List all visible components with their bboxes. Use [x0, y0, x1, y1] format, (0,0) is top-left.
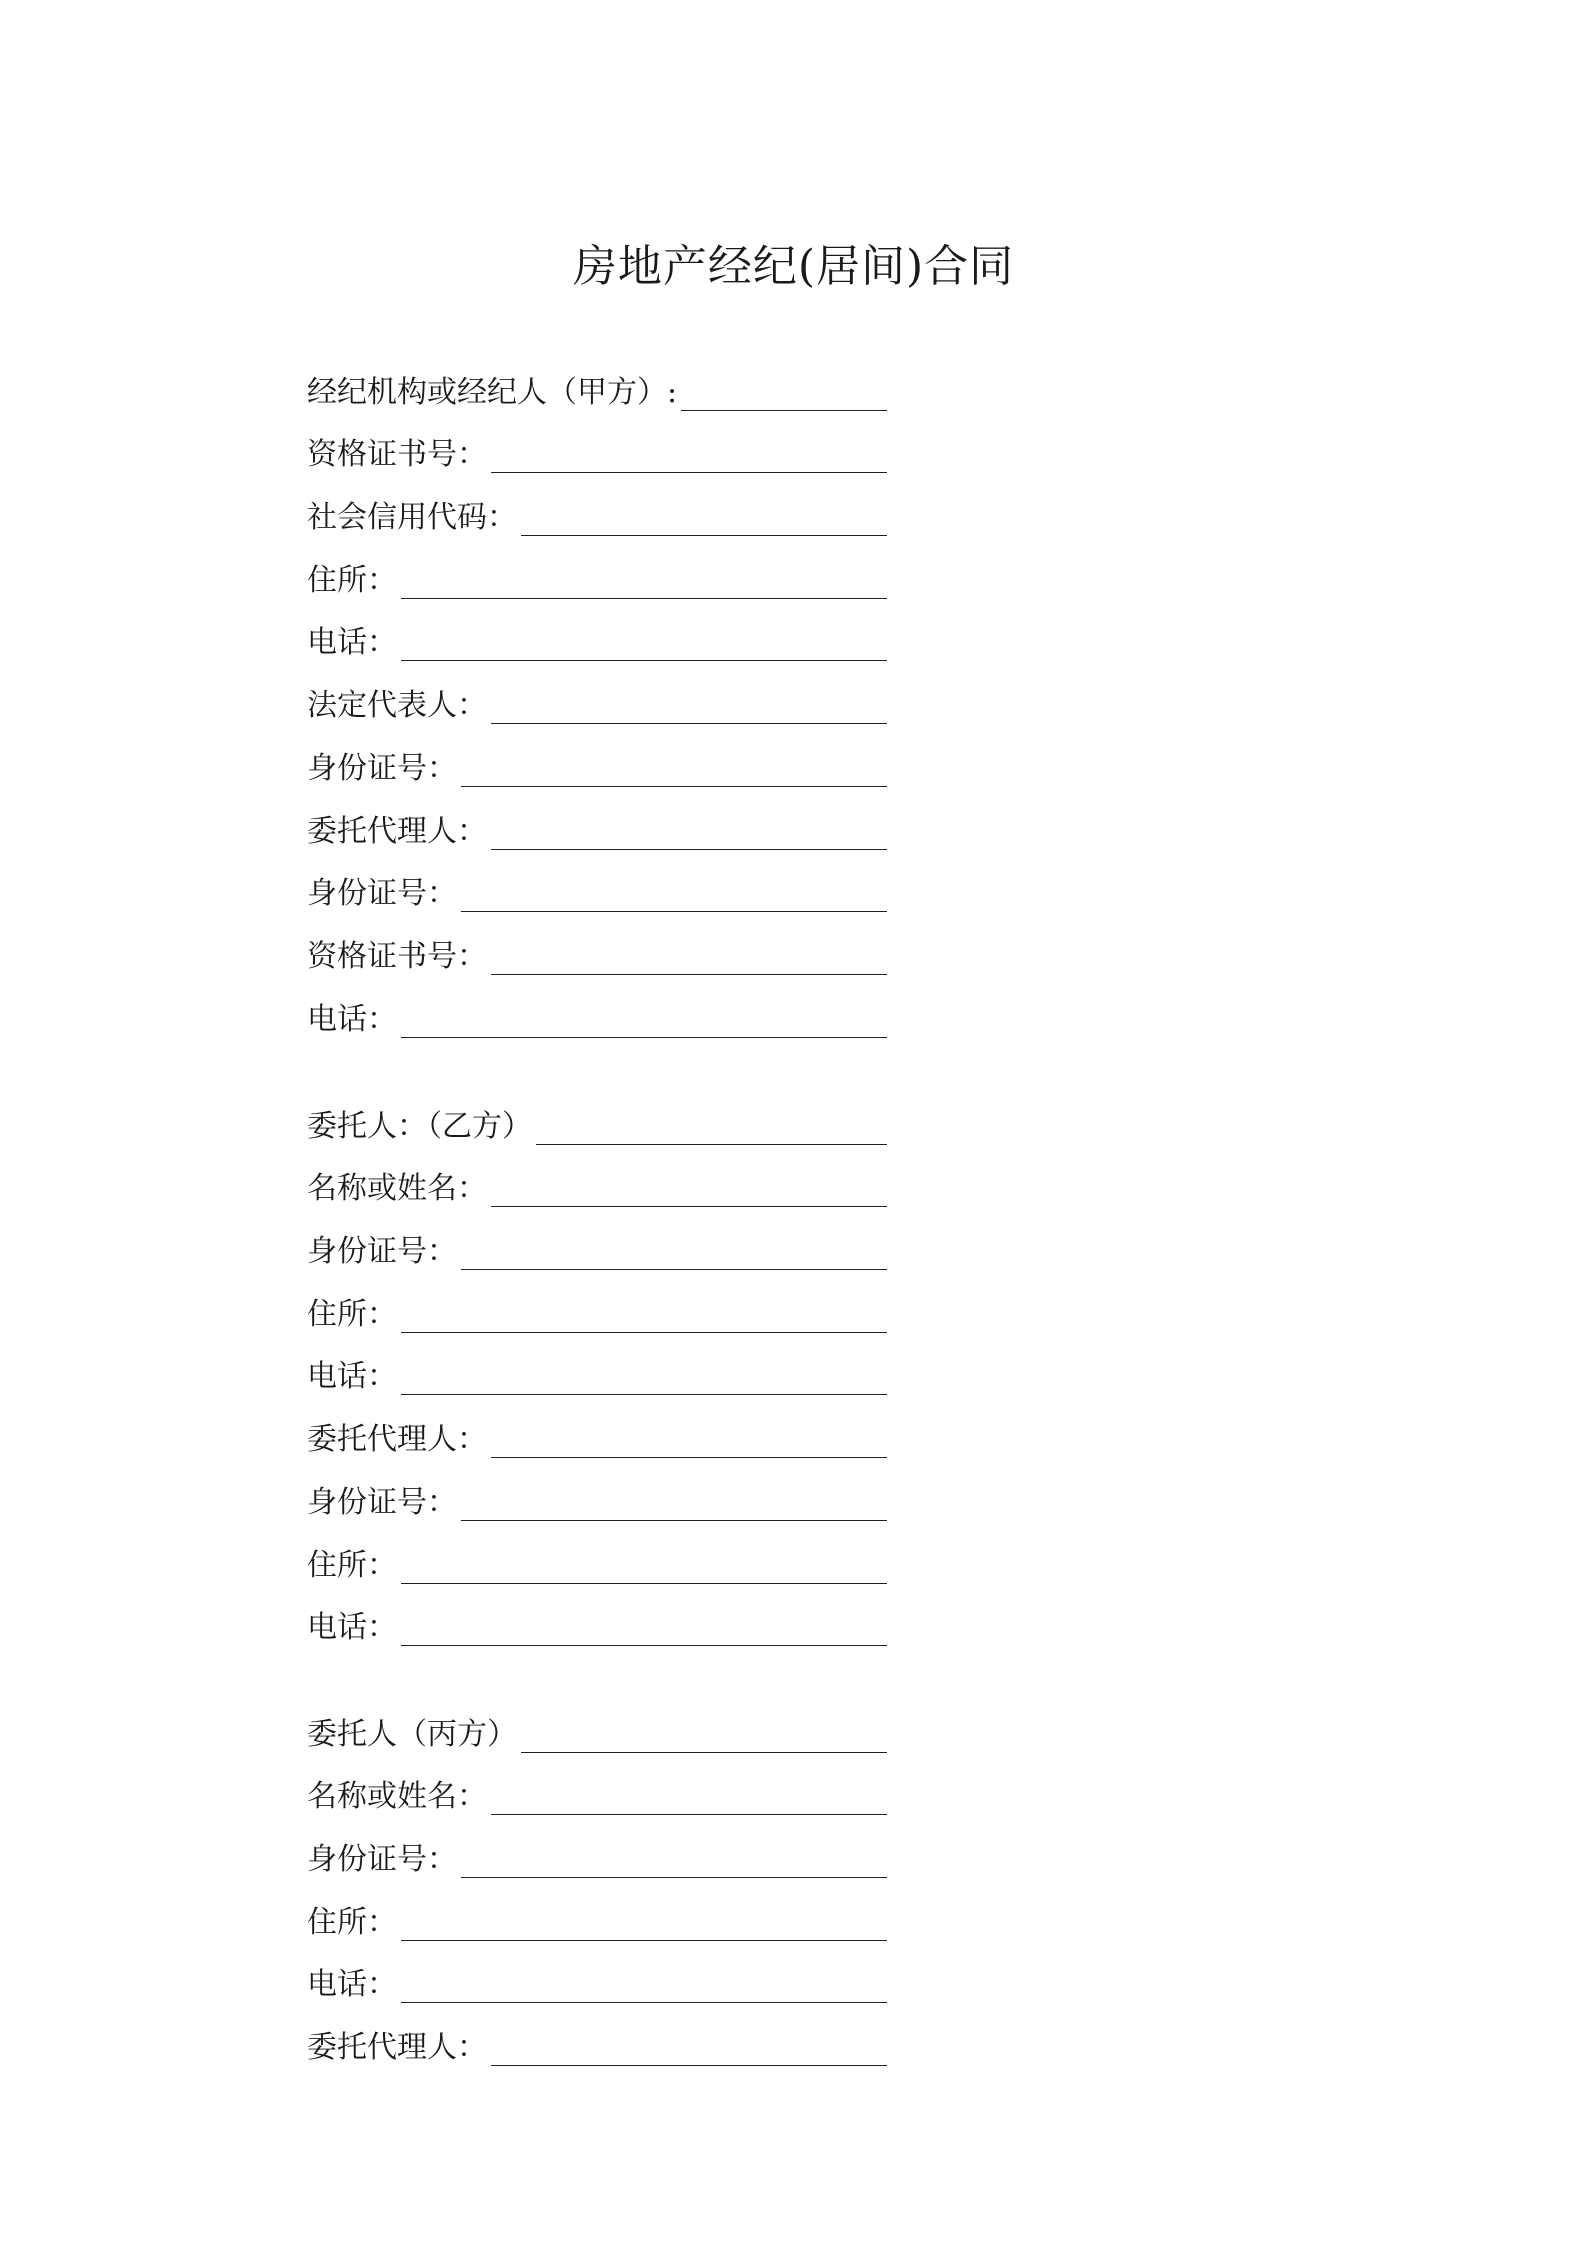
party-b-header-row — [307, 1086, 887, 1149]
agent-id-number-blank[interactable] — [461, 881, 887, 912]
party-a-agent-cert-row — [307, 916, 887, 979]
party-c-phone-row — [307, 1945, 887, 2008]
field-label: 电话： — [307, 1610, 397, 1646]
field-label: 电话： — [307, 1967, 397, 2003]
name-blank[interactable] — [491, 1176, 887, 1207]
party-a-agency-row — [307, 352, 887, 415]
agent-phone-blank[interactable] — [401, 1615, 887, 1646]
agent-id-number-blank[interactable] — [461, 1490, 887, 1521]
field-label: 委托人（丙方） — [307, 1716, 517, 1752]
address-blank[interactable] — [401, 1910, 887, 1941]
party-b-id-row — [307, 1211, 887, 1274]
certificate-number-blank[interactable] — [491, 442, 887, 473]
agent-address-blank[interactable] — [401, 1553, 887, 1584]
name-blank[interactable] — [491, 1784, 887, 1815]
party-c-address-row — [307, 1882, 887, 1945]
address-blank[interactable] — [401, 1302, 887, 1333]
agent-blank[interactable] — [491, 1427, 887, 1458]
field-label: 住所： — [307, 1296, 397, 1332]
principal-blank[interactable] — [536, 1114, 887, 1145]
party-b-agent-phone-row — [307, 1588, 887, 1651]
document-title: 房地产经纪(居间)合同 — [572, 241, 1015, 292]
party-a-address-row — [307, 540, 887, 603]
field-label: 身份证号： — [307, 876, 457, 912]
party-a-credit-code-row — [307, 477, 887, 540]
party-b-agent-id-row — [307, 1462, 887, 1525]
phone-blank[interactable] — [401, 1364, 887, 1395]
field-label: 身份证号： — [307, 1234, 457, 1270]
phone-blank[interactable] — [401, 1972, 887, 2003]
field-label: 资格证书号： — [307, 938, 487, 974]
field-label: 住所： — [307, 1904, 397, 1940]
field-label: 身份证号： — [307, 1484, 457, 1520]
party-c-header-row — [307, 1694, 887, 1757]
party-b-agent-address-row — [307, 1525, 887, 1588]
party-a-agent-row — [307, 791, 887, 854]
field-label: 经纪机构或经纪人（甲方）: — [307, 374, 678, 410]
field-label: 委托代理人： — [307, 2030, 487, 2066]
agent-certificate-blank[interactable] — [491, 944, 887, 975]
field-label: 名称或姓名： — [307, 1779, 487, 1815]
agent-blank[interactable] — [491, 819, 887, 850]
party-a-id-row — [307, 728, 887, 791]
id-number-blank[interactable] — [461, 1847, 887, 1878]
party-b-address-row — [307, 1274, 887, 1337]
field-label: 名称或姓名： — [307, 1171, 487, 1207]
field-label: 电话： — [307, 1359, 397, 1395]
party-a-section — [307, 352, 887, 1042]
field-label: 住所： — [307, 562, 397, 598]
id-number-blank[interactable] — [461, 756, 887, 787]
party-b-agent-row — [307, 1399, 887, 1462]
party-c-agent-row — [307, 2007, 887, 2070]
field-label: 电话： — [307, 625, 397, 661]
field-label: 委托代理人： — [307, 1422, 487, 1458]
party-b-phone-row — [307, 1337, 887, 1400]
party-a-cert-row — [307, 415, 887, 478]
party-a-agent-phone-row — [307, 979, 887, 1042]
party-c-name-row — [307, 1757, 887, 1820]
party-c-section — [307, 1694, 887, 2070]
credit-code-blank[interactable] — [521, 505, 887, 536]
party-a-phone-row — [307, 603, 887, 666]
phone-blank[interactable] — [401, 630, 887, 661]
address-blank[interactable] — [401, 568, 887, 599]
field-label: 社会信用代码： — [307, 500, 517, 536]
field-label: 电话： — [307, 1001, 397, 1037]
party-b-name-row — [307, 1149, 887, 1212]
legal-representative-blank[interactable] — [491, 693, 887, 724]
field-label: 身份证号： — [307, 1842, 457, 1878]
party-a-legal-rep-row — [307, 665, 887, 728]
party-b-section — [307, 1086, 887, 1650]
agent-phone-blank[interactable] — [401, 1007, 887, 1038]
field-label: 身份证号： — [307, 750, 457, 786]
party-a-agent-id-row — [307, 854, 887, 917]
id-number-blank[interactable] — [461, 1239, 887, 1270]
party-c-id-row — [307, 1819, 887, 1882]
field-label: 法定代表人： — [307, 688, 487, 724]
agency-name-blank[interactable] — [681, 380, 887, 411]
principal-blank[interactable] — [521, 1722, 887, 1753]
field-label: 住所： — [307, 1547, 397, 1583]
field-label: 委托代理人： — [307, 813, 487, 849]
agent-blank[interactable] — [491, 2035, 887, 2066]
field-label: 资格证书号： — [307, 437, 487, 473]
field-label: 委托人：（乙方） — [307, 1108, 532, 1144]
